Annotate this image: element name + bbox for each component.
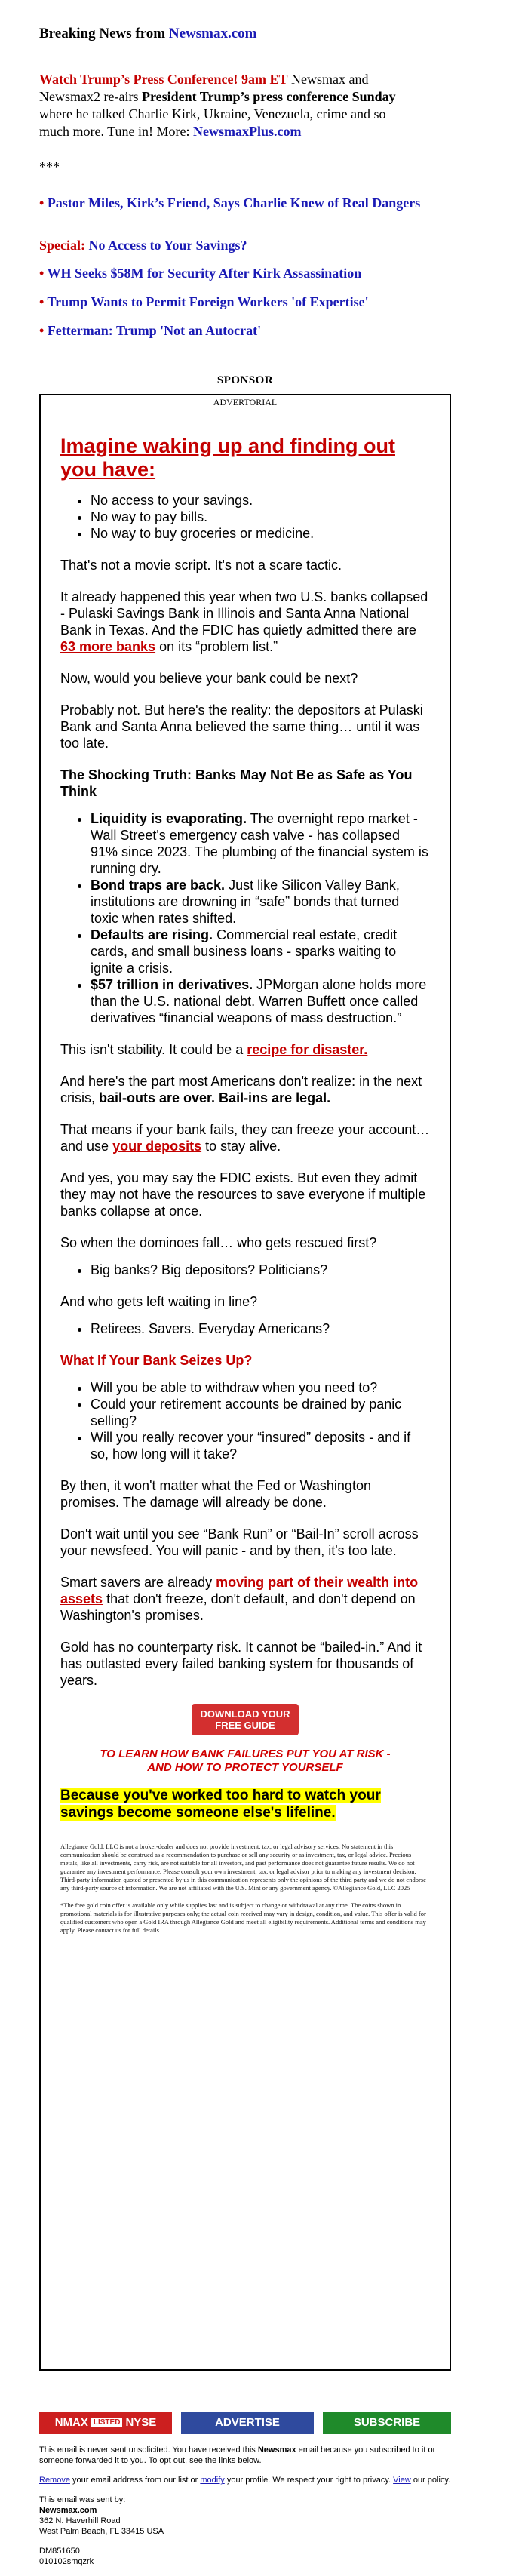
advertorial-label: ADVERTORIAL xyxy=(213,397,278,407)
caps-link[interactable] xyxy=(60,1748,430,1775)
newsmax-link[interactable]: Newsmax.com xyxy=(168,26,257,41)
ad-paragraph: By then, it won't matter what the Fed or Washington promises. The damage will already be done. xyxy=(60,1478,371,1510)
headline-text[interactable]: Fetterman: Trump 'Not an Autocrat' xyxy=(47,323,262,338)
ad-paragraph xyxy=(60,1121,430,1154)
lead-text-2: where he talked Charlie Kirk, Ukraine, Venezuela, crime and so much more. Tune in! More: xyxy=(39,106,386,139)
ad-paragraph: Probably not. But here's the reality: the depositors at Pulaski Bank and Santa Anna believed the same thing… until it was too late. xyxy=(60,702,423,751)
email-footer xyxy=(39,2445,451,2576)
sender-block xyxy=(39,2495,451,2537)
problem-banks-link[interactable]: 63 more banks xyxy=(60,639,156,654)
address-line: West Palm Beach, FL 33415 USA xyxy=(39,2527,164,2536)
lead-bold: President Trump’s press conference Sunday xyxy=(141,89,396,104)
headline-4[interactable] xyxy=(39,294,462,310)
headline-3[interactable] xyxy=(39,265,462,281)
modify-link[interactable]: modify xyxy=(200,2476,225,2485)
view-policy-link[interactable]: View xyxy=(393,2476,411,2485)
optout-notice xyxy=(39,2475,451,2485)
list-item xyxy=(91,810,430,877)
sponsor-ad-box xyxy=(39,394,451,2371)
ad-content xyxy=(60,435,430,1944)
nmax-text: NMAX xyxy=(54,2416,88,2429)
list-item: • Will you be able to withdraw when you need to? xyxy=(91,1379,430,1396)
cta-row xyxy=(60,1704,430,1735)
headline-text[interactable]: Trump Wants to Permit Foreign Workers 'of Expertise' xyxy=(47,294,369,309)
highlight-text: Because you've worked too hard to watch your savings become someone else's lifeline. xyxy=(60,1788,381,1821)
remove-link[interactable]: Remove xyxy=(39,2476,70,2485)
text: your email address from our list or xyxy=(69,2476,201,2485)
ad-list-2 xyxy=(60,810,430,1026)
advertise-button[interactable]: ADVERTISE xyxy=(181,2412,314,2434)
cta-line: DOWNLOAD YOUR xyxy=(200,1708,290,1720)
caps-line: AND HOW TO PROTECT YOURSELF xyxy=(147,1761,343,1774)
text: This email is never sent unsolicited. You have received this xyxy=(39,2445,258,2455)
bold-text: $57 trillion in derivatives. xyxy=(91,977,253,992)
list-item: • Retirees. Savers. Everyday Americans? xyxy=(91,1320,430,1337)
headline-5[interactable] xyxy=(39,322,462,339)
list-item xyxy=(91,927,430,976)
ad-paragraph: So when the dominoes fall… who gets rescued first? xyxy=(60,1235,377,1250)
ad-paragraph xyxy=(60,1073,430,1106)
headline-text[interactable]: Pastor Miles, Kirk’s Friend, Says Charlie Knew of Real Dangers xyxy=(47,195,421,211)
company-name: Newsmax.com xyxy=(39,2506,97,2515)
lead-watch[interactable]: Watch Trump’s Press Conference! xyxy=(39,72,238,87)
text: And here's the part most Americans don't realize: in the next crisis, xyxy=(60,1074,422,1105)
sent-by: This email was sent by: xyxy=(39,2495,126,2504)
ad-list-4 xyxy=(60,1320,430,1337)
bold-text: bail-outs are over. Bail-ins are legal. xyxy=(99,1090,331,1105)
ad-subhead-link[interactable]: What If Your Bank Seizes Up? xyxy=(60,1353,253,1368)
list-item: • No access to your savings. xyxy=(91,492,430,509)
nyse-text: NYSE xyxy=(125,2416,157,2429)
your-deposits-link[interactable]: your deposits xyxy=(112,1139,202,1154)
nmax-button[interactable] xyxy=(39,2412,172,2434)
lead-time: 9am ET xyxy=(241,72,288,87)
ad-list-1 xyxy=(60,492,430,542)
list-item: • No way to buy groceries or medicine. xyxy=(91,525,430,542)
code: 010102smqzrk xyxy=(39,2557,94,2566)
cta-line: FREE GUIDE xyxy=(215,1720,275,1731)
headline-2[interactable] xyxy=(39,237,462,254)
recipe-for-disaster-link[interactable]: recipe for disaster. xyxy=(247,1042,368,1057)
list-item xyxy=(91,976,430,1026)
ad-paragraph xyxy=(60,1041,430,1058)
text: your profile. We respect your right to privacy. xyxy=(224,2476,394,2485)
ad-paragraph: Gold has no counterparty risk. It cannot be “bailed-in.” And it has outlasted every failed banking system for thousands of years. xyxy=(60,1640,422,1688)
code: DM851650 xyxy=(39,2547,80,2556)
newsmaxplus-link[interactable]: NewsmaxPlus.com xyxy=(193,124,302,139)
separator-stars: *** xyxy=(39,159,60,174)
ad-subheading: The Shocking Truth: Banks May Not Be as Safe as You Think xyxy=(60,767,413,799)
text: to stay alive. xyxy=(201,1139,281,1154)
ad-paragraph: And yes, you may say the FDIC exists. But even they admit they may not have the resources to save everyone if multiple banks collapse at once. xyxy=(60,1170,426,1219)
ad-paragraph xyxy=(60,589,430,655)
text: The overnight repo market - Wall Street's emergency cash valve - has collapsed 91% since 2023. The plumbing of the financial system is running dry. xyxy=(91,811,428,876)
ad-list-5 xyxy=(60,1379,430,1462)
disclaimer-2: *The free gold coin offer is available only while supplies last and is subject to change or withdrawal at any time. The coins shown in promotional materials is for illustrative purposes only; the actual coin received may vary in design, condition, and value. This offer is valid for qualified customers who open a Gold IRA through Allegiance Gold and meet all eligibility requirements. Additional terms and conditions may apply. Please contact us for full details. xyxy=(60,1901,426,1934)
lead-text-1: Newsmax and Newsmax2 re-airs xyxy=(39,72,369,104)
sponsor-divider xyxy=(39,374,451,391)
headline-bullet: • xyxy=(39,195,48,211)
headline-bullet: • xyxy=(39,294,48,309)
disclaimer-1: Allegiance Gold, LLC is not a broker-dealer and does not provide investment, tax, or legal advisory services. No statement in this communication should be construed as a recommendation to purchase or sell any security or as investment, tax, or legal advice. Precious metals, like all investments, carry risk, are not suitable for all investors, and past performance does not guarantee future results. We do not guarantee any investment performance. Please consult your own investment, tax, or legal advisor prior to making any investment decision. Third-party information quoted or presented by us in this communication represents only the opinions of the third party and we do not endorse any third-party source of information. We are not affiliated with the U.S. Mint or any government agency. ©Allegiance Gold, LLC 2025 xyxy=(60,1843,426,1892)
address-line: 362 N. Haverhill Road xyxy=(39,2516,121,2525)
text: Just like Silicon Valley Bank, institutions are drowning in “safe” bonds that turned toxic when rates shifted. xyxy=(91,878,400,926)
headline-bullet: • xyxy=(39,323,48,338)
headline-text[interactable]: No Access to Your Savings? xyxy=(85,238,247,253)
list-item xyxy=(91,877,430,927)
headline-bullet: • xyxy=(39,266,48,281)
text: That means if your bank fails, they can freeze your account… and use xyxy=(60,1122,430,1154)
text: It already happened this year when two U.S. banks collapsed - Pulaski Savings Bank in Illinois and Santa Anna National Bank in Texas. And the FDIC has quietly admitted there are xyxy=(60,589,428,638)
text: Smart savers are already xyxy=(60,1575,216,1590)
bold-text: Defaults are rising. xyxy=(91,927,213,942)
text: on its “problem list.” xyxy=(155,639,278,654)
bold-text: Bond traps are back. xyxy=(91,878,226,893)
ad-paragraph: And who gets left waiting in line? xyxy=(60,1294,258,1309)
list-item: • No way to pay bills. xyxy=(91,509,430,525)
list-item: • Could your retirement accounts be drained by panic selling? xyxy=(91,1396,430,1429)
text: that don't freeze, don't default, and don't depend on Washington's promises. xyxy=(60,1591,416,1623)
text: This isn't stability. It could be a xyxy=(60,1042,247,1057)
footer-buttons xyxy=(39,2412,451,2434)
text: JPMorgan alone holds more than the U.S. national debt. Warren Buffett once called derivatives “financial weapons of mass destruction.” xyxy=(91,977,427,1025)
tracking-codes xyxy=(39,2546,451,2567)
listed-text: LISTED xyxy=(91,2418,123,2427)
sponsor-label: SPONSOR xyxy=(216,374,274,386)
download-guide-button[interactable] xyxy=(192,1704,299,1735)
headline-1[interactable] xyxy=(39,195,462,211)
subscribe-button[interactable]: SUBSCRIBE xyxy=(323,2412,451,2434)
ad-list-3 xyxy=(60,1262,430,1278)
bold-text: Newsmax xyxy=(257,2445,296,2455)
unsolicited-notice xyxy=(39,2445,451,2466)
list-item: • Will you really recover your “insured” deposits - and if so, how long will it take? xyxy=(91,1429,430,1462)
highlight-paragraph xyxy=(60,1787,430,1821)
bold-text: Liquidity is evaporating. xyxy=(91,811,247,826)
ad-headline[interactable]: Imagine waking up and finding out you have: xyxy=(60,435,395,481)
lead-paragraph xyxy=(39,71,416,140)
headline-text[interactable]: WH Seeks $58M for Security After Kirk Assassination xyxy=(47,266,362,281)
email-header xyxy=(39,26,256,42)
text: our policy. xyxy=(410,2476,451,2485)
moving-wealth-link[interactable]: moving part of their wealth into assets xyxy=(60,1575,419,1606)
list-item: • Big banks? Big depositors? Politicians? xyxy=(91,1262,430,1278)
text: email because you subscribed to it or someone forwarded it to you. To opt out, see the links below. xyxy=(39,2445,436,2465)
header-prefix: Breaking News from xyxy=(39,26,169,41)
ad-paragraph: That's not a movie script. It's not a scare tactic. xyxy=(60,558,342,573)
headline-special-label: Special: xyxy=(39,238,85,253)
text: Commercial real estate, credit cards, and small business loans - sparks waiting to ignite a crisis. xyxy=(91,927,398,976)
ad-paragraph: Don't wait until you see “Bank Run” or “Bail-In” scroll across your newsfeed. You will panic - and by then, it's too late. xyxy=(60,1526,419,1558)
ad-paragraph: Now, would you believe your bank could be next? xyxy=(60,671,358,686)
ad-paragraph xyxy=(60,1574,430,1624)
caps-line: TO LEARN HOW BANK FAILURES PUT YOU AT RISK - xyxy=(100,1748,391,1760)
